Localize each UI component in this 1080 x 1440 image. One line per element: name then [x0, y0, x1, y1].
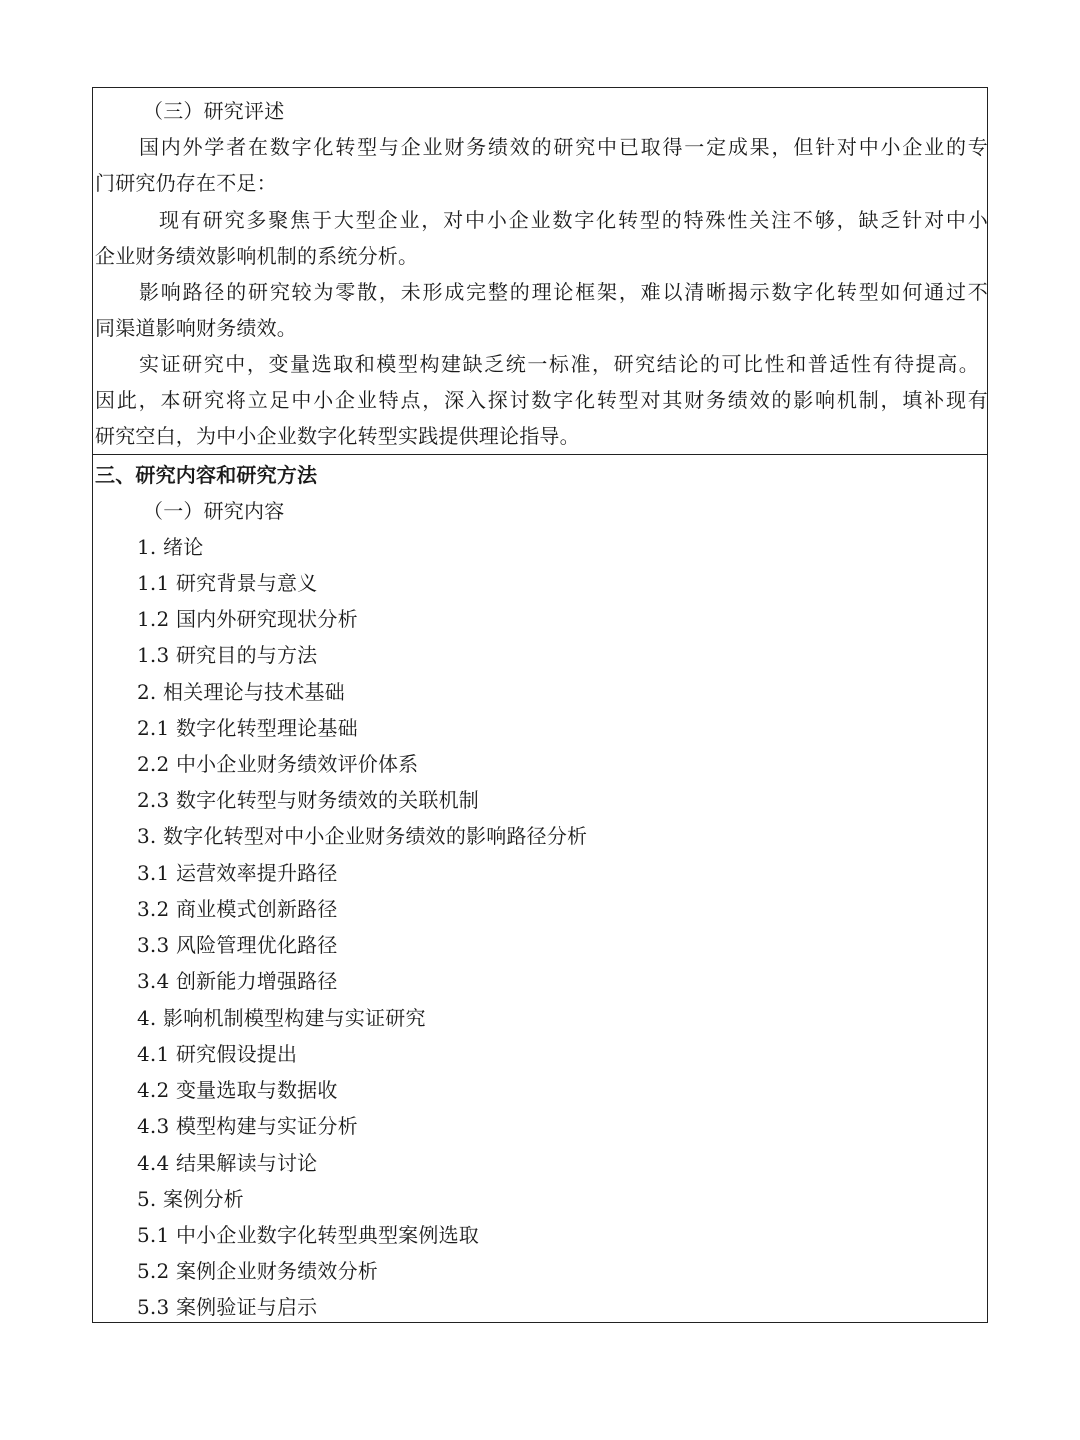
section-title: 三、研究内容和研究方法 — [95, 463, 318, 487]
outline-item: 2.3 数字化转型与财务绩效的关联机制 — [137, 788, 479, 812]
outline-item: 4. 影响机制模型构建与实证研究 — [137, 1006, 426, 1030]
outline-item: 4.1 研究假设提出 — [137, 1042, 298, 1066]
review-paragraph-3-line-2: 同渠道影响财务绩效。 — [95, 316, 297, 340]
outline-item: 1.2 国内外研究现状分析 — [137, 607, 358, 631]
research-content-cell — [93, 455, 987, 1322]
review-paragraph-4-line-1: 实证研究中，变量选取和模型构建缺乏统一标准，研究结论的可比性和普适性有待提高。 — [139, 352, 979, 376]
outline-item: 5. 案例分析 — [137, 1187, 244, 1211]
review-heading: （三）研究评述 — [143, 99, 285, 123]
research-review-cell — [93, 88, 987, 455]
outline-item: 5.3 案例验证与启示 — [137, 1295, 318, 1319]
proposal-table — [92, 87, 988, 1323]
outline-item: 4.4 结果解读与讨论 — [137, 1151, 318, 1175]
outline-item: 1. 绪论 — [137, 535, 204, 559]
review-paragraph-4-line-3: 研究空白，为中小企业数字化转型实践提供理论指导。 — [95, 424, 580, 448]
outline-item: 4.3 模型构建与实证分析 — [137, 1114, 358, 1138]
review-paragraph-1-line-2: 门研究仍存在不足： — [95, 171, 277, 195]
content-sub-heading: （一）研究内容 — [143, 499, 285, 523]
review-paragraph-2-line-2: 企业财务绩效影响机制的系统分析。 — [95, 244, 419, 268]
outline-item: 1.1 研究背景与意义 — [137, 571, 318, 595]
review-paragraph-1-line-1: 国内外学者在数字化转型与企业财务绩效的研究中已取得一定成果，但针对中小企业的专 — [139, 135, 988, 159]
outline-item: 3.4 创新能力增强路径 — [137, 969, 338, 993]
outline-item: 5.2 案例企业财务绩效分析 — [137, 1259, 378, 1283]
outline-item: 3.1 运营效率提升路径 — [137, 861, 338, 885]
review-paragraph-3-line-1: 影响路径的研究较为零散，未形成完整的理论框架，难以清晰揭示数字化转型如何通过不 — [139, 280, 988, 304]
outline-item: 3. 数字化转型对中小企业财务绩效的影响路径分析 — [137, 824, 588, 848]
review-paragraph-2-line-1: 现有研究多聚焦于大型企业，对中小企业数字化转型的特殊性关注不够，缺乏针对中小 — [159, 208, 988, 232]
outline-item: 5.1 中小企业数字化转型典型案例选取 — [137, 1223, 479, 1247]
outline-item: 4.2 变量选取与数据收 — [137, 1078, 338, 1102]
outline-item: 1.3 研究目的与方法 — [137, 643, 318, 667]
review-paragraph-4-line-2: 因此，本研究将立足中小企业特点，深入探讨数字化转型对其财务绩效的影响机制，填补现有 — [95, 388, 988, 412]
outline-item: 3.3 风险管理优化路径 — [137, 933, 338, 957]
outline-item: 2.2 中小企业财务绩效评价体系 — [137, 752, 419, 776]
outline-item: 2. 相关理论与技术基础 — [137, 680, 345, 704]
outline-item: 2.1 数字化转型理论基础 — [137, 716, 358, 740]
outline-item: 3.2 商业模式创新路径 — [137, 897, 338, 921]
